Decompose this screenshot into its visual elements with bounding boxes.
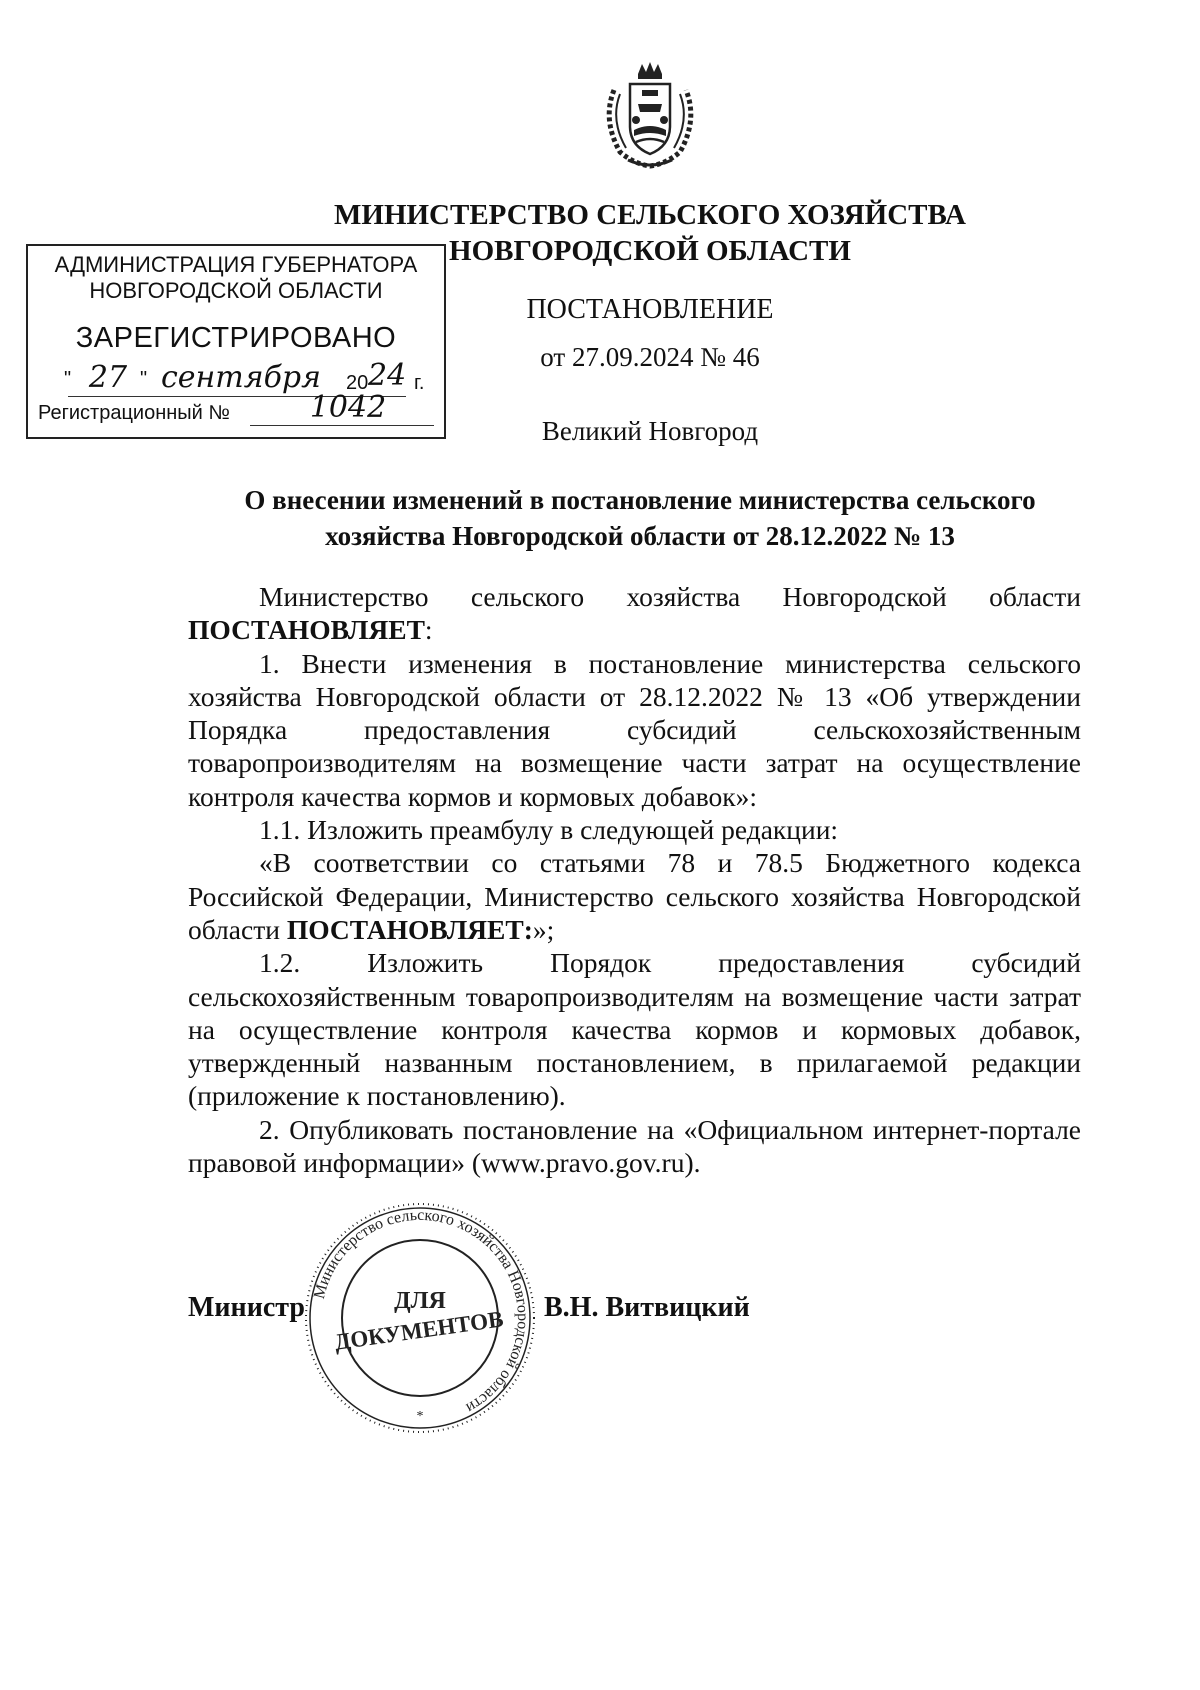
seal-outer-text: Министерство сельского хозяйства Новгородской области — [310, 1206, 532, 1417]
stamp-quote-open: " — [64, 368, 72, 390]
stamp-number: 1042 — [309, 390, 387, 425]
stamp-line-2: НОВГОРОДСКОЙ ОБЛАСТИ — [89, 278, 383, 303]
intro-colon: : — [424, 614, 433, 646]
stamp-line-1: АДМИНИСТРАЦИЯ ГУБЕРНАТОРА — [54, 252, 418, 277]
registration-stamp — [26, 244, 446, 439]
stamp-number-label: Регистрационный № — [38, 402, 230, 424]
seal-center-line-2: ДОКУМЕНТОВ — [333, 1306, 505, 1355]
document-title — [200, 482, 1080, 554]
stamp-month: сентября — [160, 360, 321, 395]
title-line-2: хозяйства Новгородской области от 28.12.2022 № 13 — [325, 521, 955, 551]
stamp-number-underline — [250, 425, 434, 426]
intro-paragraph: Министерство сельского хозяйства Новгородской области — [259, 581, 1081, 612]
stamp-quote-close: " — [140, 368, 148, 390]
document-body — [188, 580, 1081, 1179]
paragraph-1: 1. Внести изменения в постановление министерства сельского хозяйства Новгородской области от 28.12.2022 № 13 «Об утверждении Порядка предоставления субсидий сельскохозяйственным товаропроизводителям на возмещение части затрат на осуществление контроля качества кормов и кормовых добавок»: — [188, 647, 1081, 812]
document-date-number: от 27.09.2024 № 46 — [540, 342, 760, 372]
quote-keyword: ПОСТАНОВЛЯЕТ: — [286, 913, 533, 945]
title-line-1: О внесении изменений в постановление министерства сельского — [244, 485, 1036, 515]
document-type: ПОСТАНОВЛЕНИЕ — [526, 294, 774, 325]
quote-paragraph — [188, 846, 1081, 946]
paragraph-1-2: сельскохозяйственным товаропроизводителям на возмещение части затрат на осуществление контроля качества кормов и кормовых добавок, утвержденный названным постановлением, в прилагаемой редакции (приложение к постановлению). — [188, 980, 1081, 1112]
stamp-century: 20 — [346, 372, 369, 394]
intro-keyword: ПОСТАНОВЛЯЕТ — [188, 614, 425, 646]
ministry-line-1: МИНИСТЕРСТВО СЕЛЬСКОГО ХОЗЯЙСТВА — [334, 199, 966, 231]
signer-name: В.Н. Витвицкий — [544, 1292, 750, 1323]
stamp-day: 27 — [88, 360, 128, 395]
ministry-line-2: НОВГОРОДСКОЙ ОБЛАСТИ — [449, 235, 851, 267]
coat-of-arms-icon — [600, 60, 700, 170]
intro-keyword-line — [188, 613, 1081, 646]
seal-center-line-1: ДЛЯ — [394, 1288, 446, 1314]
stamp-status: ЗАРЕГИСТРИРОВАНО — [75, 322, 397, 354]
official-seal — [300, 1198, 540, 1438]
quote-text: «В соответствии со статьями 78 и 78.5 Бюджетного кодекса Российской Федерации, Министерство сельского хозяйства Новгородской области — [188, 847, 1081, 945]
paragraph-1-1: 1.1. Изложить преамбулу в следующей редакции: — [259, 814, 839, 846]
paragraph-2: 2. Опубликовать постановление на «Официальном интернет-портале правовой информации» (www.pravo.gov.ru). — [188, 1113, 1081, 1179]
document-city: Великий Новгород — [541, 416, 759, 446]
signer-title: Министр — [188, 1292, 305, 1323]
stamp-year: 24 — [368, 358, 407, 393]
seal-star: * — [416, 1409, 424, 1424]
stamp-year-suffix: г. — [414, 372, 425, 394]
quote-end: »; — [532, 913, 555, 945]
paragraph-1-2-first-line: 1.2. Изложить Порядок предоставления субсидий — [259, 947, 1081, 979]
